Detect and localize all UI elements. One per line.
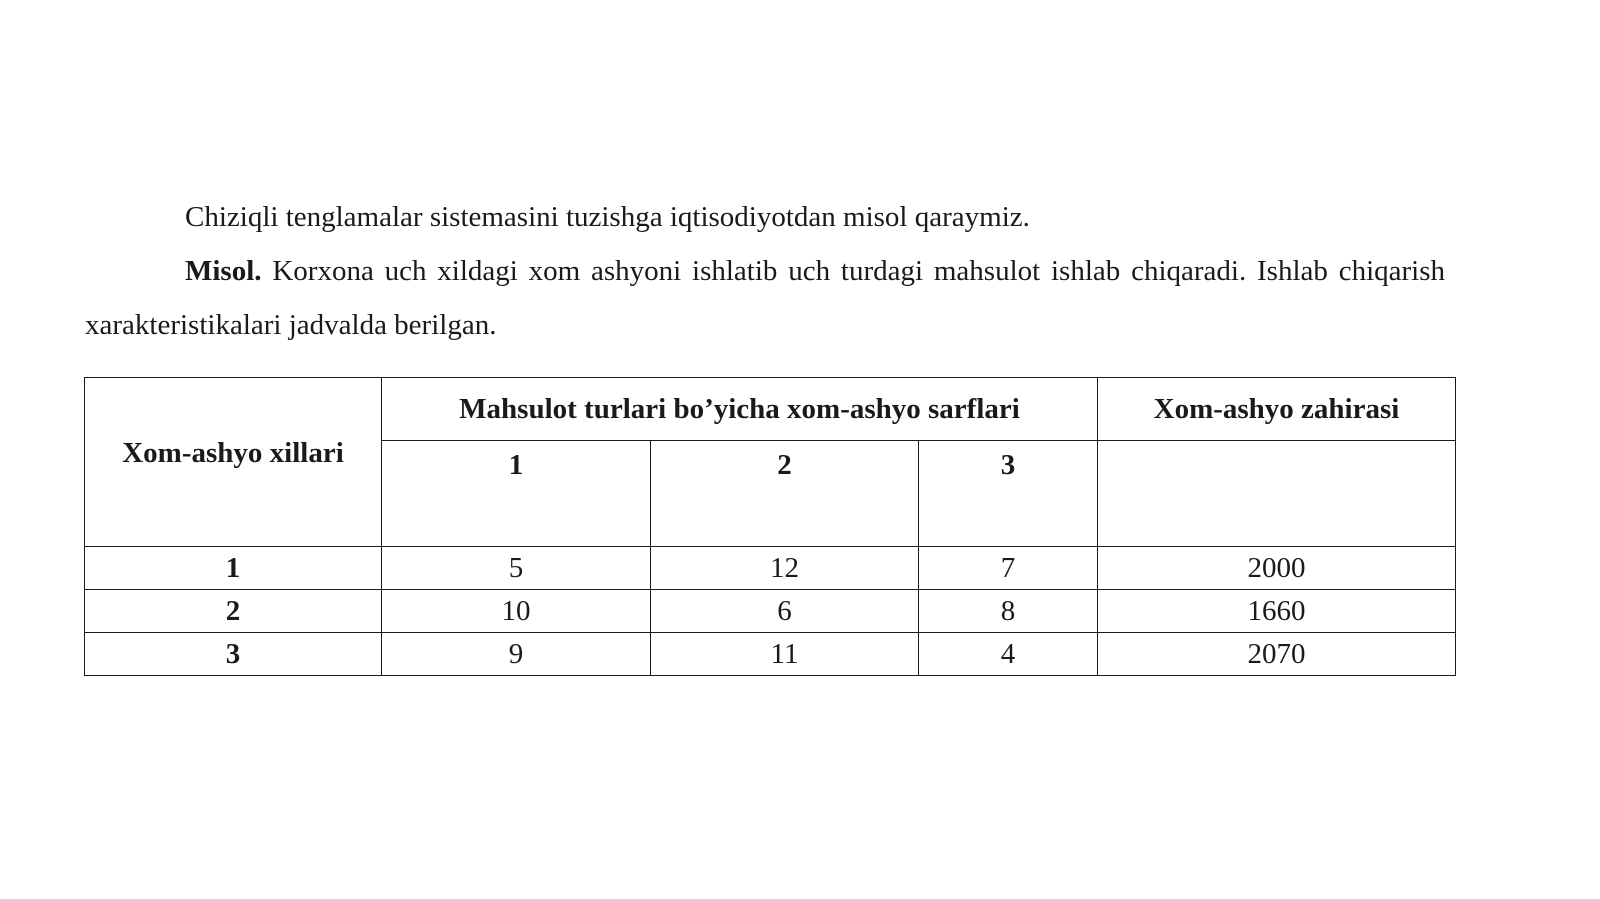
header-product-3: 3 <box>919 441 1098 547</box>
cell-stock: 1660 <box>1098 590 1456 633</box>
row-material-type: 3 <box>85 633 382 676</box>
table-row <box>85 590 1456 633</box>
intro-paragraph: Chiziqli tenglamalar sistemasini tuzishga iqtisodiyotdan misol qaraymiz. <box>185 201 1030 233</box>
header-stock: Xom-ashyo zahirasi <box>1098 378 1456 441</box>
header-product-2: 2 <box>651 441 919 547</box>
cell-product-1: 9 <box>382 633 651 676</box>
cell-product-2: 11 <box>651 633 919 676</box>
row-material-type: 1 <box>85 547 382 590</box>
cell-product-3: 7 <box>919 547 1098 590</box>
cell-product-2: 6 <box>651 590 919 633</box>
row-material-type: 2 <box>85 590 382 633</box>
header-product-1: 1 <box>382 441 651 547</box>
table-row <box>85 633 1456 676</box>
cell-stock: 2070 <box>1098 633 1456 676</box>
cell-product-1: 10 <box>382 590 651 633</box>
header-consumption: Mahsulot turlari bo’yicha xom-ashyo sarflari <box>382 378 1098 441</box>
cell-stock: 2000 <box>1098 547 1456 590</box>
example-label: Misol. <box>185 255 262 287</box>
example-paragraph <box>85 244 1445 352</box>
header-material-types: Xom-ashyo xillari <box>85 378 382 547</box>
table-row <box>85 547 1456 590</box>
cell-product-2: 12 <box>651 547 919 590</box>
example-text: Korxona uch xildagi xom ashyoni ishlatib uch turdagi mahsulot ishlab chiqaradi. Ishlab chiqarish xarakteristikalari jadvalda berilgan. <box>85 255 1445 341</box>
header-stock-empty <box>1098 441 1456 547</box>
cell-product-3: 8 <box>919 590 1098 633</box>
cell-product-3: 4 <box>919 633 1098 676</box>
cell-product-1: 5 <box>382 547 651 590</box>
raw-material-table <box>84 377 1456 676</box>
